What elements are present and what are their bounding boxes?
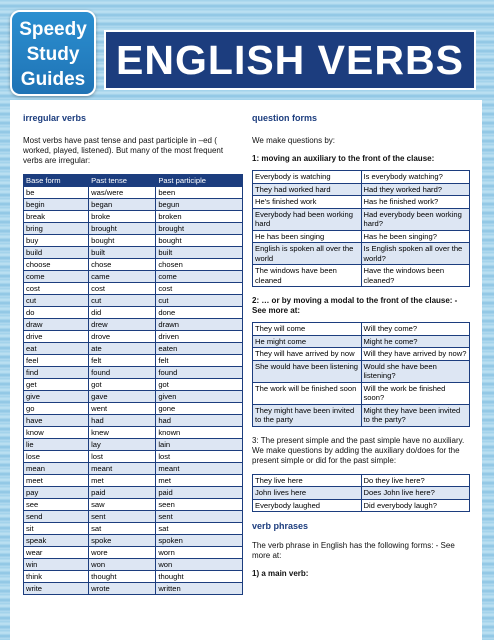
past-participle-cell: lost: [156, 451, 243, 463]
question-cell: Might they have been invited to the party?: [361, 404, 470, 426]
statement-cell: They will come: [253, 323, 362, 336]
table-row: [24, 367, 243, 379]
table-row: [24, 259, 243, 271]
past-participle-cell: cost: [156, 283, 243, 295]
table-row: [24, 403, 243, 415]
table-row: [253, 196, 470, 209]
past-tense-cell: drew: [89, 319, 156, 331]
past-tense-cell: gave: [89, 391, 156, 403]
table-row: [24, 535, 243, 547]
past-participle-cell: given: [156, 391, 243, 403]
past-tense-cell: sat: [89, 523, 156, 535]
question-cell: Is English spoken all over the world?: [361, 243, 470, 265]
past-participle-cell: drawn: [156, 319, 243, 331]
past-tense-cell: got: [89, 379, 156, 391]
past-tense-cell: chose: [89, 259, 156, 271]
past-tense-cell: spoke: [89, 535, 156, 547]
table-row: [24, 415, 243, 427]
base-form-cell: win: [24, 559, 89, 571]
table-row: [24, 271, 243, 283]
brand-logo: [10, 10, 96, 96]
base-form-cell: draw: [24, 319, 89, 331]
past-participle-cell: eaten: [156, 343, 243, 355]
base-form-cell: think: [24, 571, 89, 583]
past-tense-cell: brought: [89, 223, 156, 235]
logo-line-2: Study: [26, 44, 80, 65]
logo-line-3: Guides: [20, 69, 86, 90]
past-tense-cell: knew: [89, 427, 156, 439]
base-form-cell: drive: [24, 331, 89, 343]
table-row: [253, 487, 470, 500]
past-tense-cell: ate: [89, 343, 156, 355]
base-form-cell: have: [24, 415, 89, 427]
question-cell: Is everybody watching?: [361, 171, 470, 184]
question-cell: Has he finished work?: [361, 196, 470, 209]
table-row: [24, 295, 243, 307]
past-tense-cell: had: [89, 415, 156, 427]
past-tense-cell: paid: [89, 487, 156, 499]
past-participle-cell: written: [156, 583, 243, 595]
verb-phrases-intro: The verb phrase in English has the following forms: - See more at:: [252, 541, 455, 560]
table-row: [253, 323, 470, 336]
past-participle-cell: sent: [156, 511, 243, 523]
question-forms-section: [252, 113, 470, 585]
past-participle-cell: broken: [156, 211, 243, 223]
statement-cell: They live here: [253, 474, 362, 487]
base-form-cell: go: [24, 403, 89, 415]
question-cell: Will they have arrived by now?: [361, 348, 470, 361]
table-row: [253, 243, 470, 265]
irregular-verbs-table: [23, 174, 243, 595]
table-row: [24, 379, 243, 391]
past-tense-cell: sent: [89, 511, 156, 523]
past-participle-cell: worn: [156, 547, 243, 559]
base-form-cell: begin: [24, 199, 89, 211]
base-form-cell: buy: [24, 235, 89, 247]
past-participle-cell: bought: [156, 235, 243, 247]
statement-cell: He has been singing: [253, 230, 362, 243]
past-tense-cell: won: [89, 559, 156, 571]
past-tense-cell: thought: [89, 571, 156, 583]
table-row: [24, 475, 243, 487]
past-tense-cell: lost: [89, 451, 156, 463]
table-row: [253, 382, 470, 404]
table-row: [24, 511, 243, 523]
base-form-cell: break: [24, 211, 89, 223]
base-form-cell: feel: [24, 355, 89, 367]
table-row: [24, 571, 243, 583]
base-form-cell: sit: [24, 523, 89, 535]
table-row: [24, 343, 243, 355]
table-row: [253, 404, 470, 426]
question-cell: Will the work be finished soon?: [361, 382, 470, 404]
table-row: [253, 171, 470, 184]
past-tense-cell: began: [89, 199, 156, 211]
statement-cell: They will have arrived by now: [253, 348, 362, 361]
logo-line-1: Speedy: [19, 19, 87, 40]
table-row: [253, 230, 470, 243]
past-participle-cell: felt: [156, 355, 243, 367]
base-form-cell: build: [24, 247, 89, 259]
past-tense-cell: went: [89, 403, 156, 415]
base-form-cell: give: [24, 391, 89, 403]
table-header-row: [24, 175, 243, 187]
past-tense-cell: meant: [89, 463, 156, 475]
past-participle-cell: cut: [156, 295, 243, 307]
statement-cell: The work will be finished soon: [253, 382, 362, 404]
past-tense-cell: met: [89, 475, 156, 487]
statement-cell: He's finished work: [253, 196, 362, 209]
past-participle-cell: built: [156, 247, 243, 259]
base-form-cell: know: [24, 427, 89, 439]
verb-phrases-heading: verb phrases: [252, 521, 309, 531]
past-participle-cell: chosen: [156, 259, 243, 271]
base-form-cell: eat: [24, 343, 89, 355]
question-cell: Will they come?: [361, 323, 470, 336]
question-cell: Did everybody laugh?: [361, 499, 470, 512]
past-tense-cell: broke: [89, 211, 156, 223]
table-row: [253, 360, 470, 382]
statement-cell: The windows have been cleaned: [253, 265, 362, 287]
table-row: [24, 451, 243, 463]
past-participle-cell: met: [156, 475, 243, 487]
table-row: [24, 235, 243, 247]
table-row: [253, 208, 470, 230]
past-participle-cell: done: [156, 307, 243, 319]
question-cell: Would she have been listening?: [361, 360, 470, 382]
table-row: [24, 547, 243, 559]
table-row: [24, 211, 243, 223]
base-form-cell: lose: [24, 451, 89, 463]
table-row: [253, 183, 470, 196]
past-tense-cell: wrote: [89, 583, 156, 595]
question-cell: Had they worked hard?: [361, 183, 470, 196]
past-tense-cell: saw: [89, 499, 156, 511]
table-row: [253, 335, 470, 348]
past-tense-cell: cut: [89, 295, 156, 307]
past-tense-cell: did: [89, 307, 156, 319]
base-form-cell: choose: [24, 259, 89, 271]
do-did-questions-table: [252, 474, 470, 513]
rule-3-text: 3: The present simple and the past simple have no auxiliary. We make questions by adding the auxiliary do/does for the present simple or did for the past simple:: [252, 435, 465, 465]
table-row: [253, 474, 470, 487]
table-row: [24, 355, 243, 367]
base-form-cell: send: [24, 511, 89, 523]
base-form-cell: wear: [24, 547, 89, 559]
past-tense-cell: cost: [89, 283, 156, 295]
table-row: [24, 283, 243, 295]
past-participle-cell: paid: [156, 487, 243, 499]
rule-2-heading: 2: … or by moving a modal to the front of the clause: - See more at:: [252, 296, 458, 315]
past-tense-cell: bought: [89, 235, 156, 247]
question-cell: Do they live here?: [361, 474, 470, 487]
question-cell: Have the windows been cleaned?: [361, 265, 470, 287]
base-form-cell: lie: [24, 439, 89, 451]
base-form-cell: speak: [24, 535, 89, 547]
statement-cell: Everybody is watching: [253, 171, 362, 184]
past-tense-cell: felt: [89, 355, 156, 367]
irregular-verbs-section: [23, 113, 243, 595]
table-row: [24, 463, 243, 475]
past-tense-cell: came: [89, 271, 156, 283]
table-row: [253, 499, 470, 512]
question-cell: Does John live here?: [361, 487, 470, 500]
table-row: [24, 391, 243, 403]
column-header-past-participle: Past participle: [156, 175, 243, 187]
statement-cell: She would have been listening: [253, 360, 362, 382]
statement-cell: Everybody had been working hard: [253, 208, 362, 230]
content-panel: [10, 100, 482, 640]
modal-questions-table: [252, 322, 470, 427]
past-participle-cell: brought: [156, 223, 243, 235]
base-form-cell: bring: [24, 223, 89, 235]
past-participle-cell: won: [156, 559, 243, 571]
past-tense-cell: was/were: [89, 187, 156, 199]
irregular-verbs-heading: irregular verbs: [23, 113, 87, 123]
table-row: [24, 307, 243, 319]
past-participle-cell: come: [156, 271, 243, 283]
column-header-base-form: Base form: [24, 175, 89, 187]
auxiliary-questions-table: [252, 170, 470, 287]
base-form-cell: see: [24, 499, 89, 511]
table-row: [24, 427, 243, 439]
table-row: [24, 439, 243, 451]
past-participle-cell: seen: [156, 499, 243, 511]
past-tense-cell: wore: [89, 547, 156, 559]
table-row: [24, 583, 243, 595]
past-participle-cell: had: [156, 415, 243, 427]
past-tense-cell: lay: [89, 439, 156, 451]
statement-cell: They had worked hard: [253, 183, 362, 196]
question-cell: Has he been singing?: [361, 230, 470, 243]
past-participle-cell: known: [156, 427, 243, 439]
table-row: [24, 487, 243, 499]
question-forms-intro: We make questions by:: [252, 136, 336, 145]
past-participle-cell: gone: [156, 403, 243, 415]
rule-1-heading: 1: moving an auxiliary to the front of the clause:: [252, 154, 435, 163]
table-row: [24, 331, 243, 343]
past-tense-cell: found: [89, 367, 156, 379]
base-form-cell: be: [24, 187, 89, 199]
page-title-banner: ENGLISH VERBS: [104, 30, 476, 90]
question-cell: Had everybody been working hard?: [361, 208, 470, 230]
table-row: [24, 499, 243, 511]
table-row: [24, 187, 243, 199]
past-participle-cell: driven: [156, 331, 243, 343]
verb-phrases-item-1: 1) a main verb:: [252, 569, 309, 578]
past-tense-cell: drove: [89, 331, 156, 343]
column-header-past-tense: Past tense: [89, 175, 156, 187]
base-form-cell: cost: [24, 283, 89, 295]
statement-cell: John lives here: [253, 487, 362, 500]
past-participle-cell: thought: [156, 571, 243, 583]
past-participle-cell: meant: [156, 463, 243, 475]
past-participle-cell: found: [156, 367, 243, 379]
base-form-cell: pay: [24, 487, 89, 499]
past-participle-cell: lain: [156, 439, 243, 451]
statement-cell: He might come: [253, 335, 362, 348]
base-form-cell: get: [24, 379, 89, 391]
table-row: [24, 199, 243, 211]
base-form-cell: cut: [24, 295, 89, 307]
past-participle-cell: been: [156, 187, 243, 199]
question-cell: Might he come?: [361, 335, 470, 348]
irregular-verbs-intro: Most verbs have past tense and past participle in –ed ( worked, played, listened). But many of the most frequent verbs are irregular:: [23, 136, 224, 165]
table-row: [253, 265, 470, 287]
base-form-cell: write: [24, 583, 89, 595]
base-form-cell: meet: [24, 475, 89, 487]
table-row: [253, 348, 470, 361]
base-form-cell: do: [24, 307, 89, 319]
past-participle-cell: sat: [156, 523, 243, 535]
question-forms-heading: question forms: [252, 113, 318, 123]
base-form-cell: find: [24, 367, 89, 379]
table-row: [24, 523, 243, 535]
past-tense-cell: built: [89, 247, 156, 259]
table-row: [24, 319, 243, 331]
past-participle-cell: got: [156, 379, 243, 391]
past-participle-cell: begun: [156, 199, 243, 211]
base-form-cell: come: [24, 271, 89, 283]
base-form-cell: mean: [24, 463, 89, 475]
statement-cell: Everybody laughed: [253, 499, 362, 512]
past-participle-cell: spoken: [156, 535, 243, 547]
table-row: [24, 247, 243, 259]
statement-cell: They might have been invited to the party: [253, 404, 362, 426]
table-row: [24, 559, 243, 571]
statement-cell: English is spoken all over the world: [253, 243, 362, 265]
table-row: [24, 223, 243, 235]
